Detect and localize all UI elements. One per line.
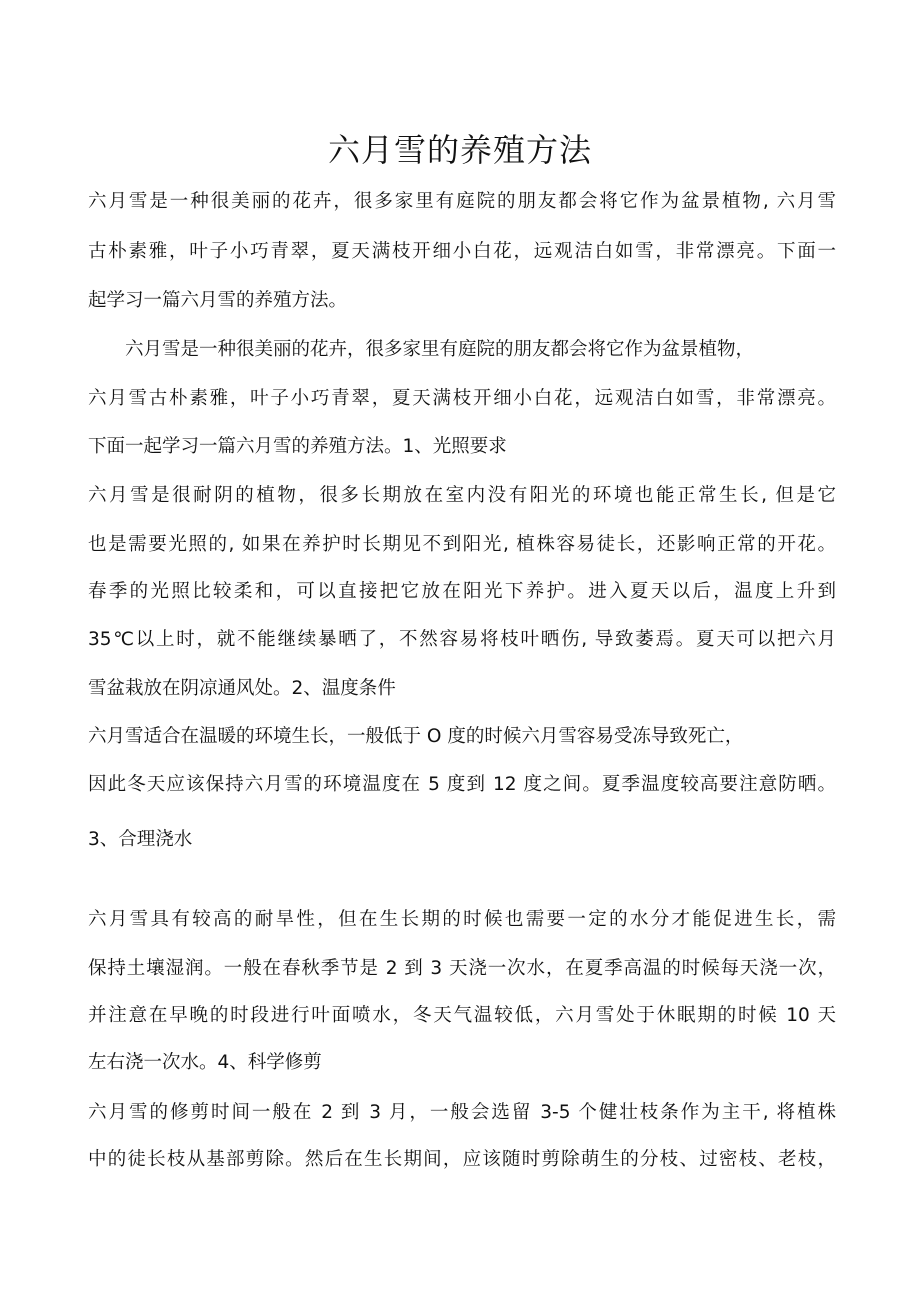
paragraph-line: 起学习一篇六月雪的养殖方法。 [88,290,348,311]
paragraph-line: 保持土壤湿润。一般在春秋季节是 2 到 3 天浇一次水，在夏季高温的时候每天浇一次， [88,958,836,979]
paragraph-line: 六月雪适合在温暖的环境生长，一般低于 O 度的时候六月雪容易受冻导致死亡， [88,726,744,747]
paragraph-line: 六月雪古朴素雅，叶子小巧青翠，夏天满枝开细小白花，远观洁白如雪，非常漂亮。 [88,388,836,409]
paragraph-line: 春季的光照比较柔和，可以直接把它放在阳光下养护。进入夏天以后，温度上升到 [88,581,836,602]
paragraph-line: 六月雪是很耐阴的植物，很多长期放在室内没有阳光的环境也能正常生长, 但是它 [88,485,836,506]
paragraph-line: 六月雪是一种很美丽的花卉，很多家里有庭院的朋友都会将它作为盆景植物， [88,339,755,360]
paragraph-line: 因此冬天应该保持六月雪的环境温度在 5 度到 12 度之间。夏季温度较高要注意防晒。 [88,774,836,795]
paragraph-line: 六月雪是一种很美丽的花卉，很多家里有庭院的朋友都会将它作为盆景植物, 六月雪 [88,191,836,212]
page-title: 六月雪的养殖方法 [327,131,592,169]
paragraph-line: 也是需要光照的, 如果在养护时长期见不到阳光, 植株容易徒长，还影响正常的开花。 [88,534,836,555]
paragraph-line: 六月雪具有较高的耐旱性，但在生长期的时候也需要一定的水分才能促进生长，需 [88,909,836,930]
section-heading: 3、合理浇水 [88,829,193,850]
paragraph-line: 35℃以上时，就不能继续暴晒了，不然容易将枝叶晒伤, 导致萎焉。夏天可以把六月 [88,629,836,650]
paragraph-line: 雪盆栽放在阴凉通风处。2、温度条件 [88,678,396,699]
paragraph-line: 古朴素雅，叶子小巧青翠，夏天满枝开细小白花，远观洁白如雪，非常漂亮。下面一 [88,241,836,262]
paragraph-line: 下面一起学习一篇六月雪的养殖方法。1、光照要求 [88,436,507,457]
paragraph-line: 六月雪的修剪时间一般在 2 到 3 月，一般会选留 3-5 个健壮枝条作为主干, 将植株 [88,1102,836,1123]
paragraph-line: 中的徒长枝从基部剪除。然后在生长期间，应该随时剪除萌生的分枝、过密枝、老枝， [88,1149,836,1170]
paragraph-line: 左右浇一次水。4、科学修剪 [88,1052,322,1073]
paragraph-line: 并注意在早晚的时段进行叶面喷水，冬天气温较低，六月雪处于休眠期的时候 10 天 [88,1005,836,1026]
